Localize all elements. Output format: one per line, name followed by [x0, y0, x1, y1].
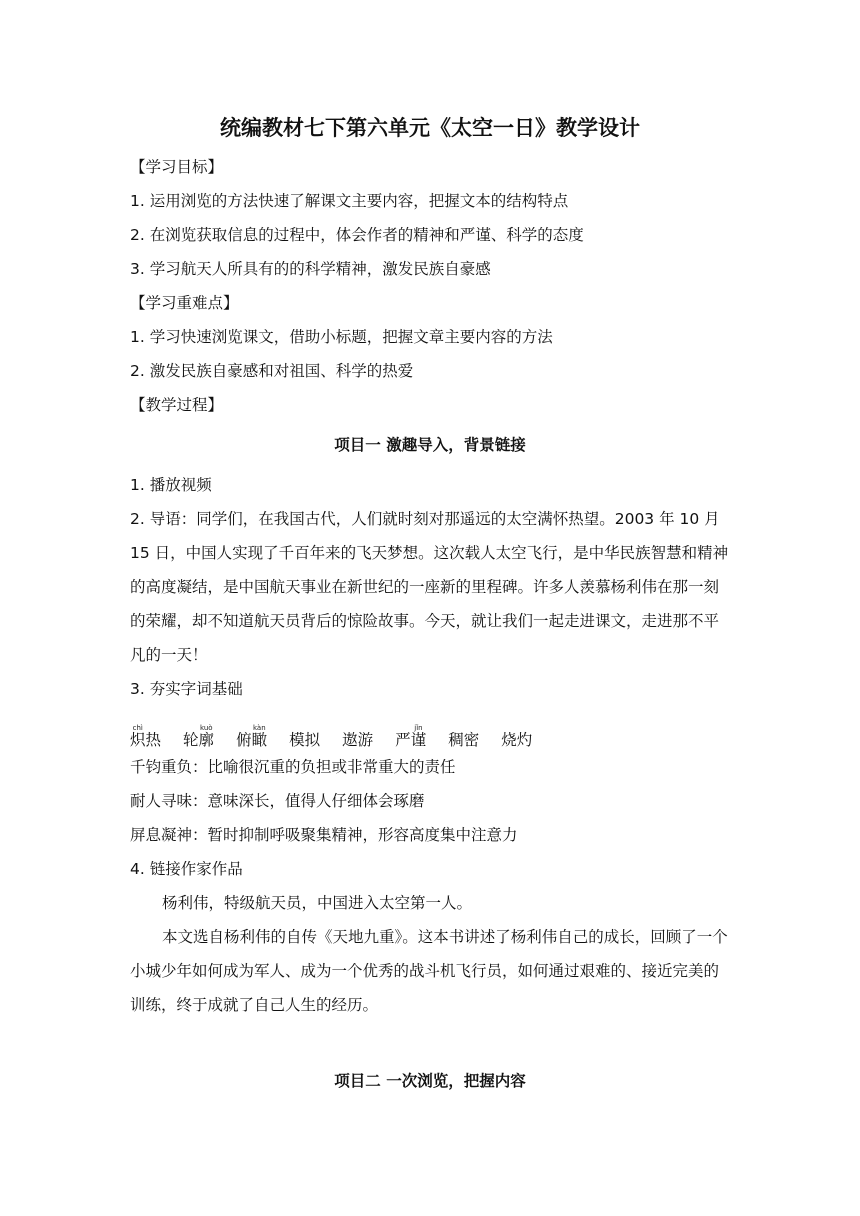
- vocab-char: 严: [395, 731, 411, 749]
- step-2-introduction: 2. 导语：同学们，在我国古代，人们就时刻对那遥远的太空满怀热望。2003 年 10 月 15 日，中国人实现了千百年来的飞天梦想。这次载人太空飞行，是中华民族智慧和精神的高度凝结，是中国航天事业在新世纪的一座新的里程碑。许多人羡慕杨利伟在那一刻的荣耀，却不知道航天员背后的惊险故事。今天，就让我们一起走进课文，走进那不平凡的一天！: [130, 510, 729, 664]
- vocab-char: kuò 廓: [198, 724, 215, 749]
- blank-space: [130, 1022, 730, 1058]
- vocab-char: 密: [463, 731, 480, 749]
- idiom-3: 屏息凝神：暂时抑制呼吸聚集精神，形容高度集中注意力: [130, 826, 518, 844]
- vocab-char: kàn 瞰: [251, 724, 268, 749]
- vocab-char: 俯: [236, 731, 252, 749]
- vocab-word: [395, 724, 427, 750]
- pinyin: kuò: [200, 724, 213, 732]
- vocabulary-list: [130, 708, 730, 750]
- project-1-title: 项目一 激趣导入，背景链接: [334, 436, 526, 454]
- vocab-char: 模: [289, 731, 305, 749]
- vocab-word: [501, 730, 532, 750]
- vocab-word: [183, 724, 215, 750]
- document-body: [130, 110, 730, 1104]
- document-title: 统编教材七下第六单元《太空一日》教学设计: [220, 116, 640, 140]
- step-1-play-video: 1. 播放视频: [130, 476, 212, 494]
- vocab-char: 烧: [501, 731, 517, 749]
- vocab-char: 拟: [304, 731, 321, 749]
- vocab-char: 灼: [516, 731, 533, 749]
- vocab-char: jǐn 谨: [410, 724, 427, 749]
- idiom-2: 耐人寻味：意味深长，值得人仔细体会琢磨: [130, 792, 425, 810]
- vocab-word: [342, 730, 373, 750]
- idiom-1: 千钧重负：比喻很沉重的负担或非常重大的责任: [130, 758, 456, 776]
- project-2-title: 项目二 一次浏览，把握内容: [334, 1072, 526, 1090]
- book-intro: 本文选自杨利伟的自传《天地九重》。这本书讲述了杨利伟自己的成长，回顾了一个小城少年如何成为军人、成为一个优秀的战斗机飞行员，如何通过艰难的、接近完美的训练，终于成就了自己人生的经历。: [130, 928, 728, 1014]
- author-intro: 杨利伟，特级航天员，中国进入太空第一人。: [162, 894, 473, 912]
- vocab-word: [236, 724, 268, 750]
- difficulty-item-1: 1. 学习快速浏览课文，借助小标题，把握文章主要内容的方法: [130, 328, 553, 346]
- step-3-vocabulary: 3. 夯实字词基础: [130, 680, 243, 698]
- process-heading: 【教学过程】: [130, 396, 224, 414]
- objective-item-3: 3. 学习航天人所具有的的科学精神，激发民族自豪感: [130, 260, 491, 278]
- pinyin: chì: [132, 724, 143, 732]
- difficulty-item-2: 2. 激发民族自豪感和对祖国、科学的热爱: [130, 362, 414, 380]
- vocab-char: 稠: [448, 731, 464, 749]
- difficulties-heading: 【学习重难点】: [130, 294, 239, 312]
- vocab-word: [289, 730, 320, 750]
- objective-item-2: 2. 在浏览获取信息的过程中，体会作者的精神和严谨、科学的态度: [130, 226, 584, 244]
- vocab-char: chì 炽: [130, 724, 146, 749]
- step-4-author-link: 4. 链接作家作品: [130, 860, 243, 878]
- vocab-char: 热: [145, 731, 162, 749]
- vocab-char: 轮: [183, 731, 199, 749]
- objective-item-1: 1. 运用浏览的方法快速了解课文主要内容，把握文本的结构特点: [130, 192, 569, 210]
- vocab-word: [130, 724, 162, 750]
- objectives-heading: 【学习目标】: [130, 158, 224, 176]
- pinyin: jǐn: [414, 724, 423, 732]
- vocab-word: [448, 730, 479, 750]
- pinyin: kàn: [252, 724, 266, 732]
- vocab-char: 游: [357, 731, 374, 749]
- vocab-char: 遨: [342, 731, 358, 749]
